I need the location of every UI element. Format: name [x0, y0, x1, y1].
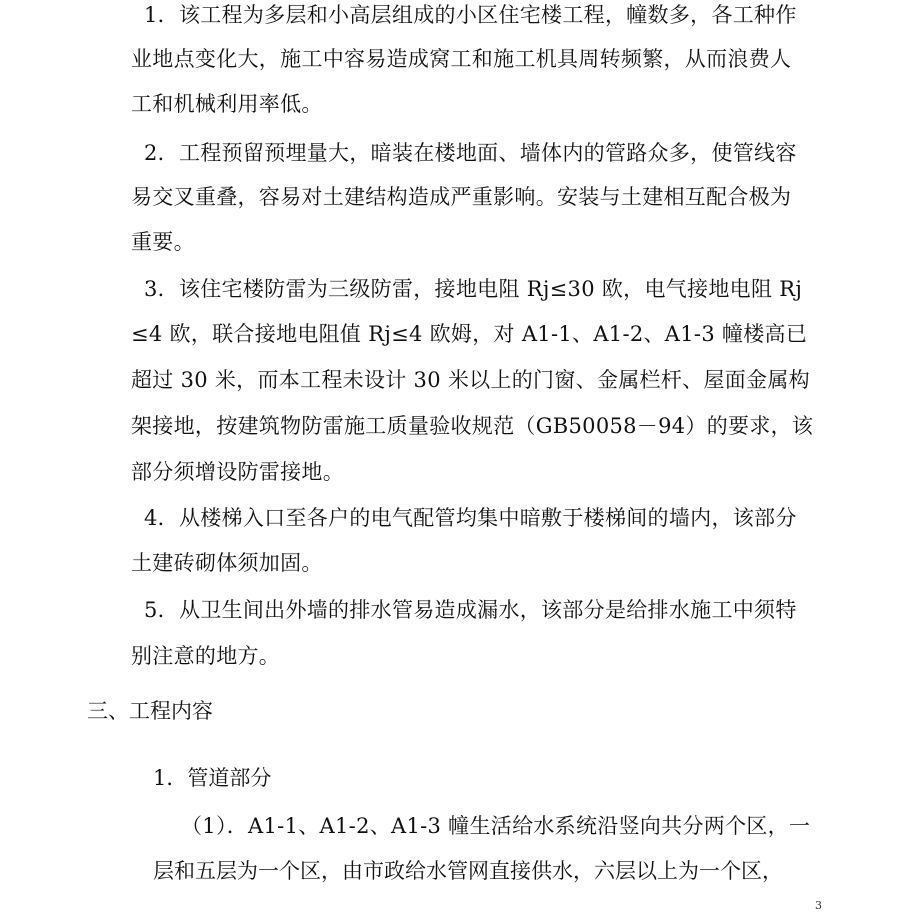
paragraph-3-line-3: 超过 30 米，而本工程未设计 30 米以上的门窗、金属栏杆、屋面金属构 [131, 368, 810, 392]
paragraph-3-line-4: 架接地，按建筑物防雷施工质量验收规范（GB50058－94）的要求，该 [131, 414, 814, 438]
paragraph-5-line-2: 别注意的地方。 [131, 644, 281, 668]
page-number: 3 [815, 899, 822, 912]
paragraph-3-line-1: 3．该住宅楼防雷为三级防雷，接地电阻 Rj≤30 欧，电气接地电阻 Rj [144, 277, 803, 301]
final-paragraph-line-1: （1）．A1-1、A1-2、A1-3 幢生活给水系统沿竖向共分两个区，一 [181, 814, 811, 838]
paragraph-3-line-5: 部分须增设防雷接地。 [131, 460, 344, 484]
final-paragraph-line-2: 层和五层为一个区，由市政给水管网直接供水，六层以上为一个区， [153, 859, 783, 883]
paragraph-3-line-2: ≤4 欧，联合接地电阻值 Rj≤4 欧姆，对 A1-1、A1-2、A1-3 幢楼高已 [131, 322, 808, 346]
paragraph-2-line-3: 重要。 [131, 230, 195, 254]
paragraph-4-line-1: 4．从楼梯入口至各户的电气配管均集中暗敷于楼梯间的墙内，该部分 [144, 506, 797, 530]
paragraph-5-line-1: 5．从卫生间出外墙的排水管易造成漏水，该部分是给排水施工中须特 [144, 598, 797, 622]
paragraph-1-line-2: 业地点变化大，施工中容易造成窝工和施工机具周转频繁，从而浪费人 [131, 47, 792, 71]
paragraph-1-line-1: 1．该工程为多层和小高层组成的小区住宅楼工程，幢数多，各工种作 [144, 3, 797, 27]
section-heading: 三、工程内容 [87, 699, 213, 723]
paragraph-1-line-3: 工和机械利用率低。 [131, 92, 323, 116]
subheading-pipe-section: 1．管道部分 [153, 766, 272, 790]
paragraph-2-line-1: 2．工程预留预埋量大，暗装在楼地面、墙体内的管路众多，使管线容 [144, 141, 797, 165]
paragraph-2-line-2: 易交叉重叠，容易对土建结构造成严重影响。安装与土建相互配合极为 [131, 185, 792, 209]
paragraph-4-line-2: 土建砖砌体须加固。 [131, 551, 323, 575]
